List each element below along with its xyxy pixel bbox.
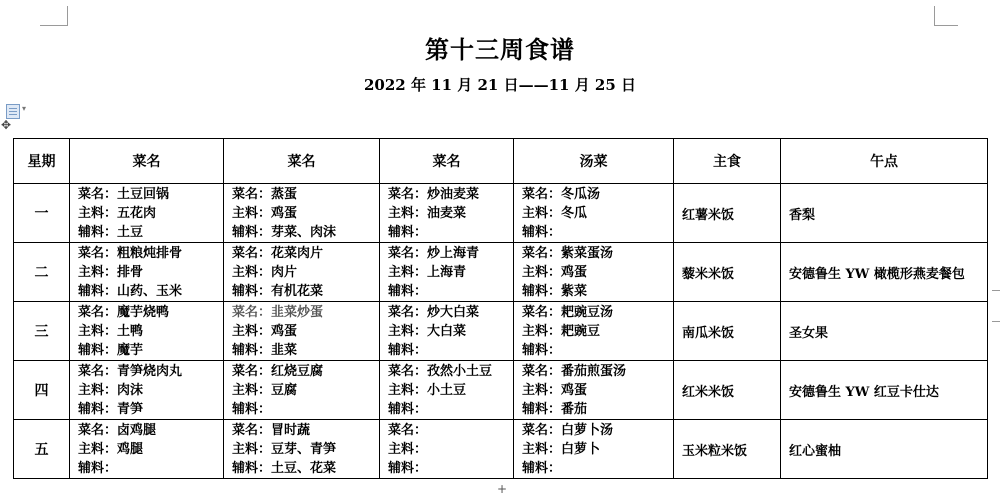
header-weekday: 星期	[14, 139, 70, 184]
snack-cell[interactable]: 圣女果	[781, 302, 988, 361]
dish-cell[interactable]: 菜名：卤鸡腿 主料：鸡腿 辅料：	[70, 420, 224, 479]
dish-cell[interactable]: 菜名：红烧豆腐 主料：豆腐 辅料：	[224, 361, 380, 420]
table-row	[14, 420, 988, 479]
table-resize-handle[interactable]	[992, 290, 1000, 322]
dish-cell[interactable]: 菜名：孜然小土豆 主料：小土豆 辅料：	[380, 361, 514, 420]
crop-mark-top-left	[53, 6, 68, 26]
table-header-row	[14, 139, 988, 184]
dish-cell[interactable]: 菜名：韭菜炒蛋 主料：鸡蛋 辅料：韭菜	[224, 302, 380, 361]
dish-cell[interactable]: 菜名：炒油麦菜 主料：油麦菜 辅料：	[380, 184, 514, 243]
crop-mark-top-left-h	[40, 25, 67, 26]
soup-cell[interactable]: 菜名：冬瓜汤 主料：冬瓜 辅料：	[514, 184, 674, 243]
crop-mark-top-right-h	[934, 25, 958, 26]
weekday-cell: 三	[14, 302, 70, 361]
table-row	[14, 302, 988, 361]
table-row	[14, 243, 988, 302]
dish-cell[interactable]: 菜名：炒大白菜 主料：大白菜 辅料：	[380, 302, 514, 361]
add-row-icon[interactable]: +	[497, 482, 508, 496]
snack-cell[interactable]: 红心蜜柚	[781, 420, 988, 479]
weekday-cell: 一	[14, 184, 70, 243]
table-move-handle-icon[interactable]: ✥	[0, 118, 12, 132]
chevron-down-icon[interactable]: ▾	[22, 104, 27, 113]
header-dish-2: 菜名	[224, 139, 380, 184]
staple-cell[interactable]: 南瓜米饭	[674, 302, 781, 361]
soup-cell[interactable]: 菜名：番茄煎蛋汤 主料：鸡蛋 辅料：番茄	[514, 361, 674, 420]
weekday-cell: 四	[14, 361, 70, 420]
dish-cell[interactable]: 菜名：青笋烧肉丸 主料：肉沫 辅料：青笋	[70, 361, 224, 420]
staple-cell[interactable]: 藜米米饭	[674, 243, 781, 302]
staple-cell[interactable]: 红薯米饭	[674, 184, 781, 243]
soup-cell[interactable]: 菜名：紫菜蛋汤 主料：鸡蛋 辅料：紫菜	[514, 243, 674, 302]
date-range: 2022 年 11 月 21 日——11 月 25 日	[363, 76, 637, 94]
snack-cell[interactable]: 香梨	[781, 184, 988, 243]
soup-cell[interactable]: 菜名：耙豌豆汤 主料：耙豌豆 辅料：	[514, 302, 674, 361]
snack-cell[interactable]: 安德鲁生 YW 红豆卡仕达	[781, 361, 988, 420]
dish-cell[interactable]: 菜名：魔芋烧鸭 主料：土鸭 辅料：魔芋	[70, 302, 224, 361]
menu-table	[13, 138, 988, 479]
page-title: 第十三周食谱	[425, 35, 575, 64]
dish-cell[interactable]: 菜名：花菜肉片 主料：肉片 辅料：有机花菜	[224, 243, 380, 302]
dish-cell[interactable]: 菜名：粗粮炖排骨 主料：排骨 辅料：山药、玉米	[70, 243, 224, 302]
soup-cell[interactable]: 菜名：白萝卜汤 主料：白萝卜 辅料：	[514, 420, 674, 479]
snack-cell[interactable]: 安德鲁生 YW 橄榄形燕麦餐包	[781, 243, 988, 302]
crop-mark-top-right	[934, 6, 949, 26]
table-row	[14, 184, 988, 243]
header-dish-1: 菜名	[70, 139, 224, 184]
paste-options-icon[interactable]	[6, 104, 20, 119]
staple-cell[interactable]: 红米米饭	[674, 361, 781, 420]
header-soup: 汤菜	[514, 139, 674, 184]
dish-cell[interactable]: 菜名：冒时蔬 主料：豆芽、青笋 辅料：土豆、花菜	[224, 420, 380, 479]
staple-cell[interactable]: 玉米粒米饭	[674, 420, 781, 479]
header-staple: 主食	[674, 139, 781, 184]
header-dish-3: 菜名	[380, 139, 514, 184]
dish-cell[interactable]: 菜名：土豆回锅 主料：五花肉 辅料：土豆	[70, 184, 224, 243]
weekday-cell: 五	[14, 420, 70, 479]
dish-cell[interactable]: 菜名： 主料： 辅料：	[380, 420, 514, 479]
dish-cell[interactable]: 菜名：蒸蛋 主料：鸡蛋 辅料：芽菜、肉沫	[224, 184, 380, 243]
table-row	[14, 361, 988, 420]
dish-cell[interactable]: 菜名：炒上海青 主料：上海青 辅料：	[380, 243, 514, 302]
header-snack: 午点	[781, 139, 988, 184]
weekday-cell: 二	[14, 243, 70, 302]
